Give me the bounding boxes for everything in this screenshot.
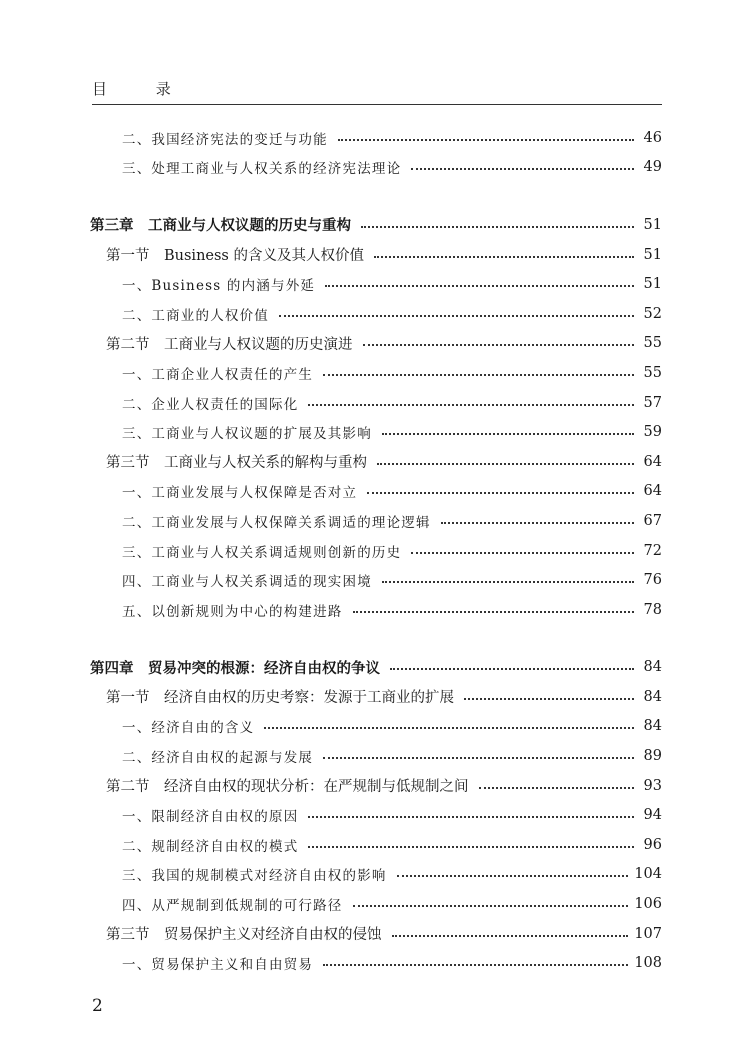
toc-entry-page: 108 xyxy=(634,955,662,972)
toc-entry-section[interactable] xyxy=(90,919,662,949)
dot-leader xyxy=(479,787,635,789)
dot-leader xyxy=(308,846,634,848)
dot-leader xyxy=(441,522,634,524)
toc-entry-page: 84 xyxy=(643,659,662,676)
dot-leader xyxy=(323,964,628,966)
toc-entry-page: 93 xyxy=(643,777,662,794)
toc-entry-page: 55 xyxy=(643,335,662,352)
toc-entry-subsection[interactable] xyxy=(90,741,662,771)
toc-entry-page: 57 xyxy=(643,394,662,411)
dot-leader xyxy=(308,404,634,406)
toc-entry-title: 五、以创新规则为中心的构建进路 xyxy=(90,600,351,620)
toc-entry-page: 64 xyxy=(643,483,662,500)
toc-entry-page: 107 xyxy=(634,925,662,942)
toc-entry-subsection[interactable] xyxy=(90,800,662,830)
toc-entry-page: 78 xyxy=(643,601,662,618)
toc-entry-title: 第四章 贸易冲突的根源：经济自由权的争议 xyxy=(90,657,388,678)
section-gap xyxy=(90,182,662,210)
toc-entry-page: 76 xyxy=(643,572,662,589)
table-of-contents xyxy=(90,123,662,978)
toc-entry-page: 55 xyxy=(643,364,662,381)
toc-entry-page: 51 xyxy=(643,216,662,233)
toc-entry-title: 第三节 工商业与人权关系的解构与重构 xyxy=(90,451,375,472)
toc-entry-title: 第二节 经济自由权的现状分析：在严规制与低规制之间 xyxy=(90,775,477,796)
dot-leader xyxy=(353,611,635,613)
dot-leader xyxy=(397,875,629,877)
dot-leader xyxy=(382,581,634,583)
toc-entry-title: 二、我国经济宪法的变迁与功能 xyxy=(90,128,336,148)
dot-leader xyxy=(353,905,629,907)
toc-entry-subsection[interactable] xyxy=(90,565,662,595)
toc-entry-page: 96 xyxy=(643,836,662,853)
toc-entry-chapter[interactable] xyxy=(90,653,662,683)
toc-entry-title: 一、工商业发展与人权保障是否对立 xyxy=(90,481,365,501)
toc-entry-section[interactable] xyxy=(90,240,662,270)
toc-entry-section[interactable] xyxy=(90,329,662,359)
running-header xyxy=(92,78,662,105)
page-number: 2 xyxy=(92,996,103,1016)
dot-leader xyxy=(411,552,634,554)
dot-leader xyxy=(338,139,634,141)
toc-entry-page: 94 xyxy=(643,807,662,824)
toc-entry-page: 52 xyxy=(643,305,662,322)
toc-entry-subsection[interactable] xyxy=(90,358,662,388)
toc-entry-title: 三、工商业与人权议题的扩展及其影响 xyxy=(90,422,380,442)
toc-entry-subsection[interactable] xyxy=(90,889,662,919)
toc-entry-title: 第一节 经济自由权的历史考察：发源于工商业的扩展 xyxy=(90,686,462,707)
header-title: 目 录 xyxy=(92,80,193,98)
toc-entry-page: 84 xyxy=(643,688,662,705)
toc-entry-title: 第三节 贸易保护主义对经济自由权的侵蚀 xyxy=(90,923,390,944)
toc-entry-subsection[interactable] xyxy=(90,860,662,890)
dot-leader xyxy=(464,698,634,700)
toc-entry-page: 51 xyxy=(643,246,662,263)
toc-entry-page: 72 xyxy=(643,542,662,559)
toc-entry-title: 二、工商业发展与人权保障关系调适的理论逻辑 xyxy=(90,511,439,531)
dot-leader xyxy=(390,668,634,670)
toc-entry-page: 46 xyxy=(643,129,662,146)
toc-entry-subsection[interactable] xyxy=(90,153,662,183)
toc-entry-section[interactable] xyxy=(90,771,662,801)
toc-entry-subsection[interactable] xyxy=(90,417,662,447)
dot-leader xyxy=(377,463,634,465)
toc-entry-title: 三、处理工商业与人权关系的经济宪法理论 xyxy=(90,157,409,177)
toc-entry-title: 一、贸易保护主义和自由贸易 xyxy=(90,953,321,973)
toc-entry-chapter[interactable] xyxy=(90,210,662,240)
toc-entry-title: 第二节 工商业与人权议题的历史演进 xyxy=(90,333,361,354)
dot-leader xyxy=(279,315,634,317)
toc-entry-title: 二、经济自由权的起源与发展 xyxy=(90,746,321,766)
toc-entry-subsection[interactable] xyxy=(90,830,662,860)
toc-entry-title: 一、Business 的内涵与外延 xyxy=(90,274,323,294)
toc-entry-title: 四、工商业与人权关系调适的现实困境 xyxy=(90,570,380,590)
toc-entry-title: 三、工商业与人权关系调适规则创新的历史 xyxy=(90,541,409,561)
toc-entry-subsection[interactable] xyxy=(90,269,662,299)
dot-leader xyxy=(411,168,634,170)
toc-entry-section[interactable] xyxy=(90,447,662,477)
dot-leader xyxy=(392,935,629,937)
dot-leader xyxy=(361,226,634,228)
dot-leader xyxy=(363,344,635,346)
dot-leader xyxy=(325,285,634,287)
toc-entry-page: 89 xyxy=(643,748,662,765)
dot-leader xyxy=(264,727,634,729)
toc-entry-page: 51 xyxy=(643,276,662,293)
toc-entry-page: 67 xyxy=(643,512,662,529)
dot-leader xyxy=(382,433,634,435)
toc-entry-subsection[interactable] xyxy=(90,299,662,329)
dot-leader xyxy=(367,492,634,494)
toc-entry-title: 第一节 Business 的含义及其人权价值 xyxy=(90,244,372,265)
toc-entry-subsection[interactable] xyxy=(90,536,662,566)
dot-leader xyxy=(323,757,634,759)
toc-entry-page: 106 xyxy=(634,896,662,913)
toc-entry-title: 三、我国的规制模式对经济自由权的影响 xyxy=(90,864,395,884)
toc-entry-title: 二、工商业的人权价值 xyxy=(90,304,277,324)
dot-leader xyxy=(308,816,634,818)
section-gap xyxy=(90,625,662,653)
toc-entry-section[interactable] xyxy=(90,682,662,712)
toc-entry-subsection[interactable] xyxy=(90,712,662,742)
toc-entry-page: 104 xyxy=(634,866,662,883)
toc-entry-subsection[interactable] xyxy=(90,948,662,978)
toc-entry-subsection[interactable] xyxy=(90,595,662,625)
toc-entry-page: 49 xyxy=(643,159,662,176)
toc-entry-title: 一、经济自由的含义 xyxy=(90,716,262,736)
dot-leader xyxy=(374,256,634,258)
toc-entry-title: 四、从严规制到低规制的可行路径 xyxy=(90,894,351,914)
toc-entry-title: 一、限制经济自由权的原因 xyxy=(90,805,306,825)
toc-entry-title: 二、规制经济自由权的模式 xyxy=(90,835,306,855)
toc-entry-subsection[interactable] xyxy=(90,477,662,507)
toc-entry-title: 一、工商企业人权责任的产生 xyxy=(90,363,321,383)
toc-entry-page: 64 xyxy=(643,453,662,470)
toc-entry-page: 59 xyxy=(643,424,662,441)
toc-entry-title: 二、企业人权责任的国际化 xyxy=(90,393,306,413)
toc-entry-subsection[interactable] xyxy=(90,388,662,418)
toc-entry-subsection[interactable] xyxy=(90,506,662,536)
toc-entry-title: 第三章 工商业与人权议题的历史与重构 xyxy=(90,214,359,235)
dot-leader xyxy=(323,374,634,376)
toc-entry-subsection[interactable] xyxy=(90,123,662,153)
toc-entry-page: 84 xyxy=(643,718,662,735)
